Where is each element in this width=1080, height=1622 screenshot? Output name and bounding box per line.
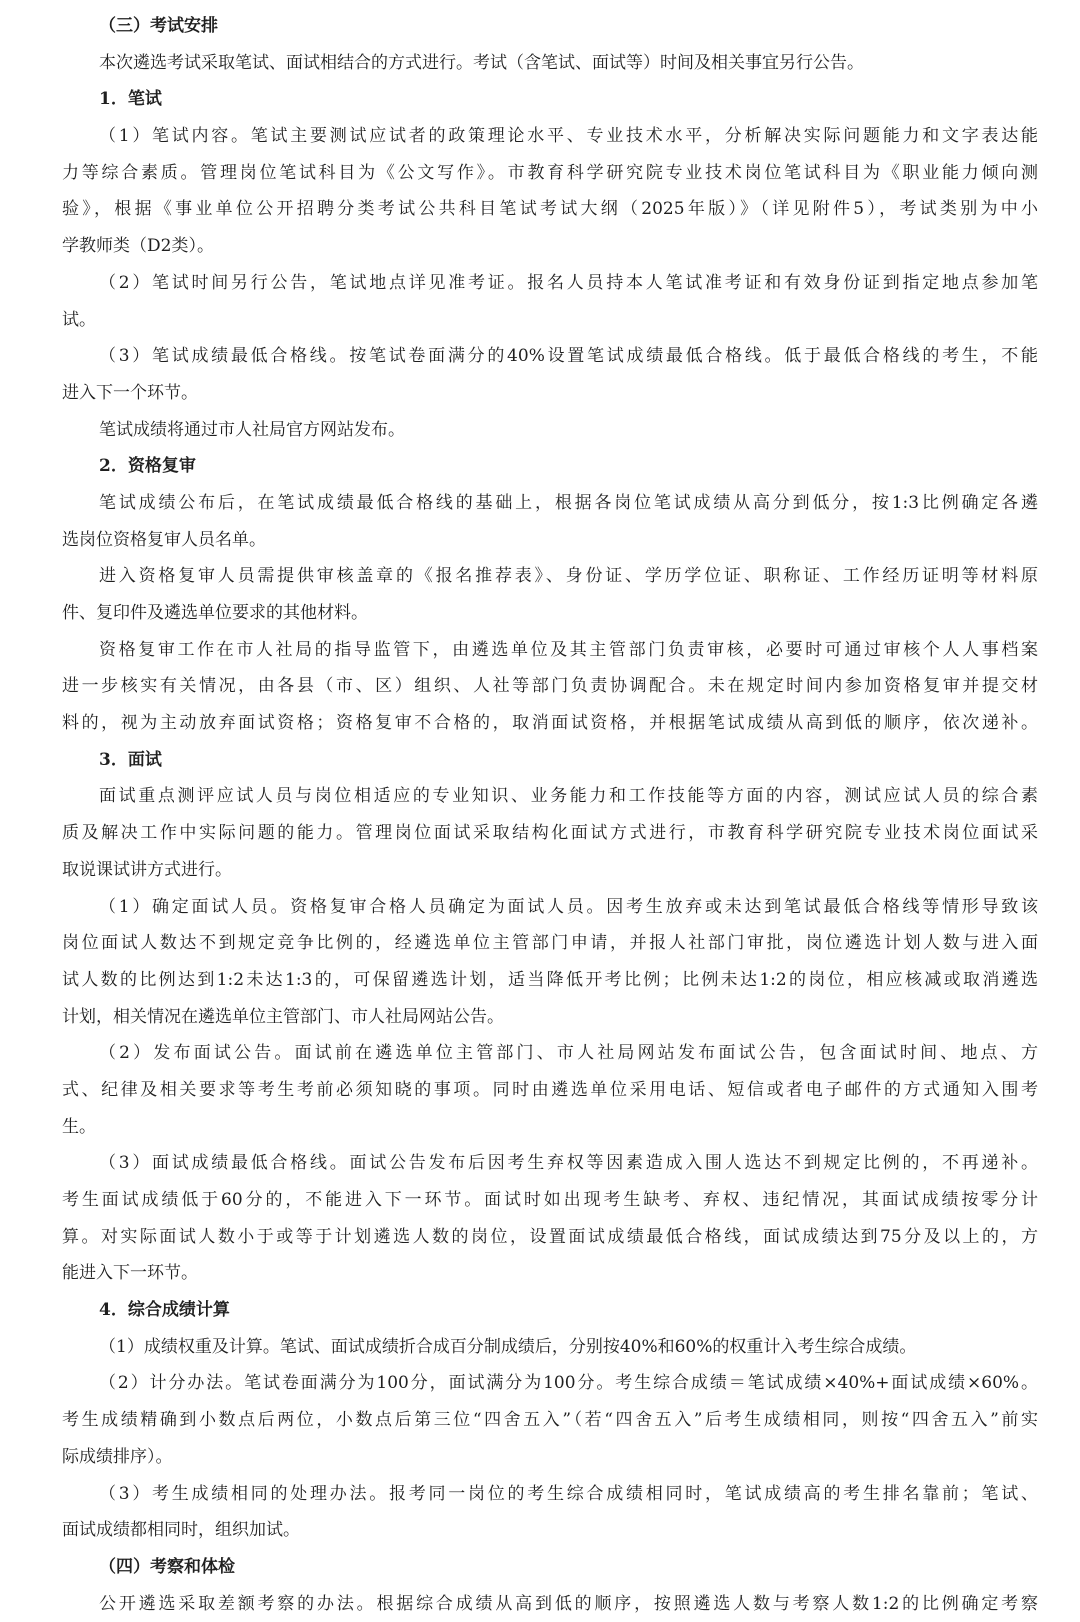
paragraph-first-line: 笔试成绩将通过市人社局官方网站发布。 [99,419,405,440]
paragraph-first-line: （1）确定面试人员。资格复审合格人员确定为面试人员。因考生放弃或未达到笔试最低合格线等情形导致该 [99,896,1038,917]
paragraph-last-line: 进入下一个环节。 [62,382,198,403]
paragraph-line: 考生成绩精确到小数点后两位，小数点后第三位“四舍五入”（若“四舍五入”后考生成绩相同，则按“四舍五入”前实 [62,1410,1038,1431]
paragraph-first-line: 笔试成绩公布后，在笔试成绩最低合格线的基础上，根据各岗位笔试成绩从高分到低分，按1:3比例确定各遴 [99,492,1038,513]
subsection-heading: 4．综合成绩计算 [99,1300,230,1321]
section-heading: （三）考试安排 [99,16,218,36]
paragraph-last-line: 面试成绩都相同时，组织加试。 [62,1520,300,1541]
paragraph-first-line: 本次遴选考试采取笔试、面试相结合的方式进行。考试（含笔试、面试等）时间及相关事宜另行公告。 [99,52,864,73]
paragraph-line: 试人数的比例达到1:2未达1:3的，可保留遴选计划，适当降低开考比例；比例未达1:2的岗位，相应核减或取消遴选 [62,969,1038,990]
paragraph-first-line: （2）发布面试公告。面试前在遴选单位主管部门、市人社局网站发布面试公告，包含面试时间、地点、方 [99,1043,1038,1064]
paragraph-line: 岗位面试人数达不到规定竞争比例的，经遴选单位主管部门申请，并报人社部门审批，岗位遴选计划人数与进入面 [62,933,1038,954]
paragraph-first-line: 面试重点测评应试人员与岗位相适应的专业知识、业务能力和工作技能等方面的内容，测试应试人员的综合素 [99,786,1038,807]
paragraph-first-line: （1）笔试内容。笔试主要测试应试者的政策理论水平、专业技术水平，分析解决实际问题能力和文字表达能 [99,126,1038,147]
paragraph-line: 力等综合素质。管理岗位笔试科目为《公文写作》。市教育科学研究院专业技术岗位笔试科目为《职业能力倾向测 [62,162,1038,183]
section-heading: （四）考察和体检 [99,1556,235,1577]
paragraph-last-line: 生。 [62,1116,96,1137]
paragraph-first-line: （2）计分办法。笔试卷面满分为100分，面试满分为100分。考生综合成绩＝笔试成绩×40%+面试成绩×60%。 [99,1373,1038,1394]
paragraph-last-line: 际成绩排序）。 [62,1446,173,1467]
paragraph-line: 验》，根据《事业单位公开招聘分类考试公共科目笔试考试大纲（2025年版）》（详见附件5），考试类别为中小 [62,199,1038,220]
paragraph-first-line: （1）成绩权重及计算。笔试、面试成绩折合成百分制成绩后，分别按40%和60%的权重计入考生综合成绩。 [99,1336,917,1357]
paragraph-last-line: 件、复印件及遴选单位要求的其他材料。 [62,603,368,623]
paragraph-last-line: 学教师类（D2类）。 [62,236,214,257]
paragraph-first-line: 资格复审工作在市人社局的指导监管下，由遴选单位及其主管部门负责审核，必要时可通过审核个人人事档案 [99,639,1038,660]
paragraph-first-line: （3）笔试成绩最低合格线。按笔试卷面满分的40%设置笔试成绩最低合格线。低于最低合格线的考生，不能 [99,346,1038,367]
paragraph-line: 考生面试成绩低于60分的，不能进入下一环节。面试时如出现考生缺考、弃权、违纪情况，其面试成绩按零分计 [62,1190,1038,1210]
paragraph-last-line: 选岗位资格复审人员名单。 [62,529,266,550]
paragraph-first-line: （3）面试成绩最低合格线。面试公告发布后因考生弃权等因素造成入围人选达不到规定比例的，不再递补。 [99,1153,1038,1174]
paragraph-first-line: （2）笔试时间另行公告，笔试地点详见准考证。报名人员持本人笔试准考证和有效身份证到指定地点参加笔 [99,272,1038,293]
paragraph-last-line: 计划，相关情况在遴选单位主管部门、市人社局网站公告。 [62,1006,504,1027]
paragraph-last-line: 取说课试讲方式进行。 [62,859,232,880]
paragraph-line: 质及解决工作中实际问题的能力。管理岗位面试采取结构化面试方式进行，市教育科学研究院专业技术岗位面试采 [62,823,1038,844]
paragraph-first-line: 公开遴选采取差额考察的办法。根据综合成绩从高到低的顺序，按照遴选人数与考察人数1:2的比例确定考察 [99,1593,1038,1614]
paragraph-last-line: 能进入下一环节。 [62,1263,198,1284]
subsection-heading: 3．面试 [99,749,162,770]
paragraph-last-line: 试。 [62,309,96,330]
subsection-heading: 2．资格复审 [99,456,196,477]
paragraph-first-line: 进入资格复审人员需提供审核盖章的《报名推荐表》、身份证、学历学位证、职称证、工作经历证明等材料原 [99,566,1038,587]
paragraph-line: 料的，视为主动放弃面试资格；资格复审不合格的，取消面试资格，并根据笔试成绩从高到低的顺序，依次递补。 [62,713,1038,734]
subsection-heading: 1．笔试 [99,89,162,110]
paragraph-first-line: （3）考生成绩相同的处理办法。报考同一岗位的考生综合成绩相同时，笔试成绩高的考生排名靠前；笔试、 [99,1483,1038,1504]
paragraph-line: 式、纪律及相关要求等考生考前必须知晓的事项。同时由遴选单位采用电话、短信或者电子邮件的方式通知入围考 [62,1079,1038,1100]
paragraph-line: 进一步核实有关情况，由各县（市、区）组织、人社等部门负责协调配合。未在规定时间内参加资格复审并提交材 [62,676,1038,697]
paragraph-line: 算。对实际面试人数小于或等于计划遴选人数的岗位，设置面试成绩最低合格线，面试成绩达到75分及以上的，方 [62,1226,1038,1247]
